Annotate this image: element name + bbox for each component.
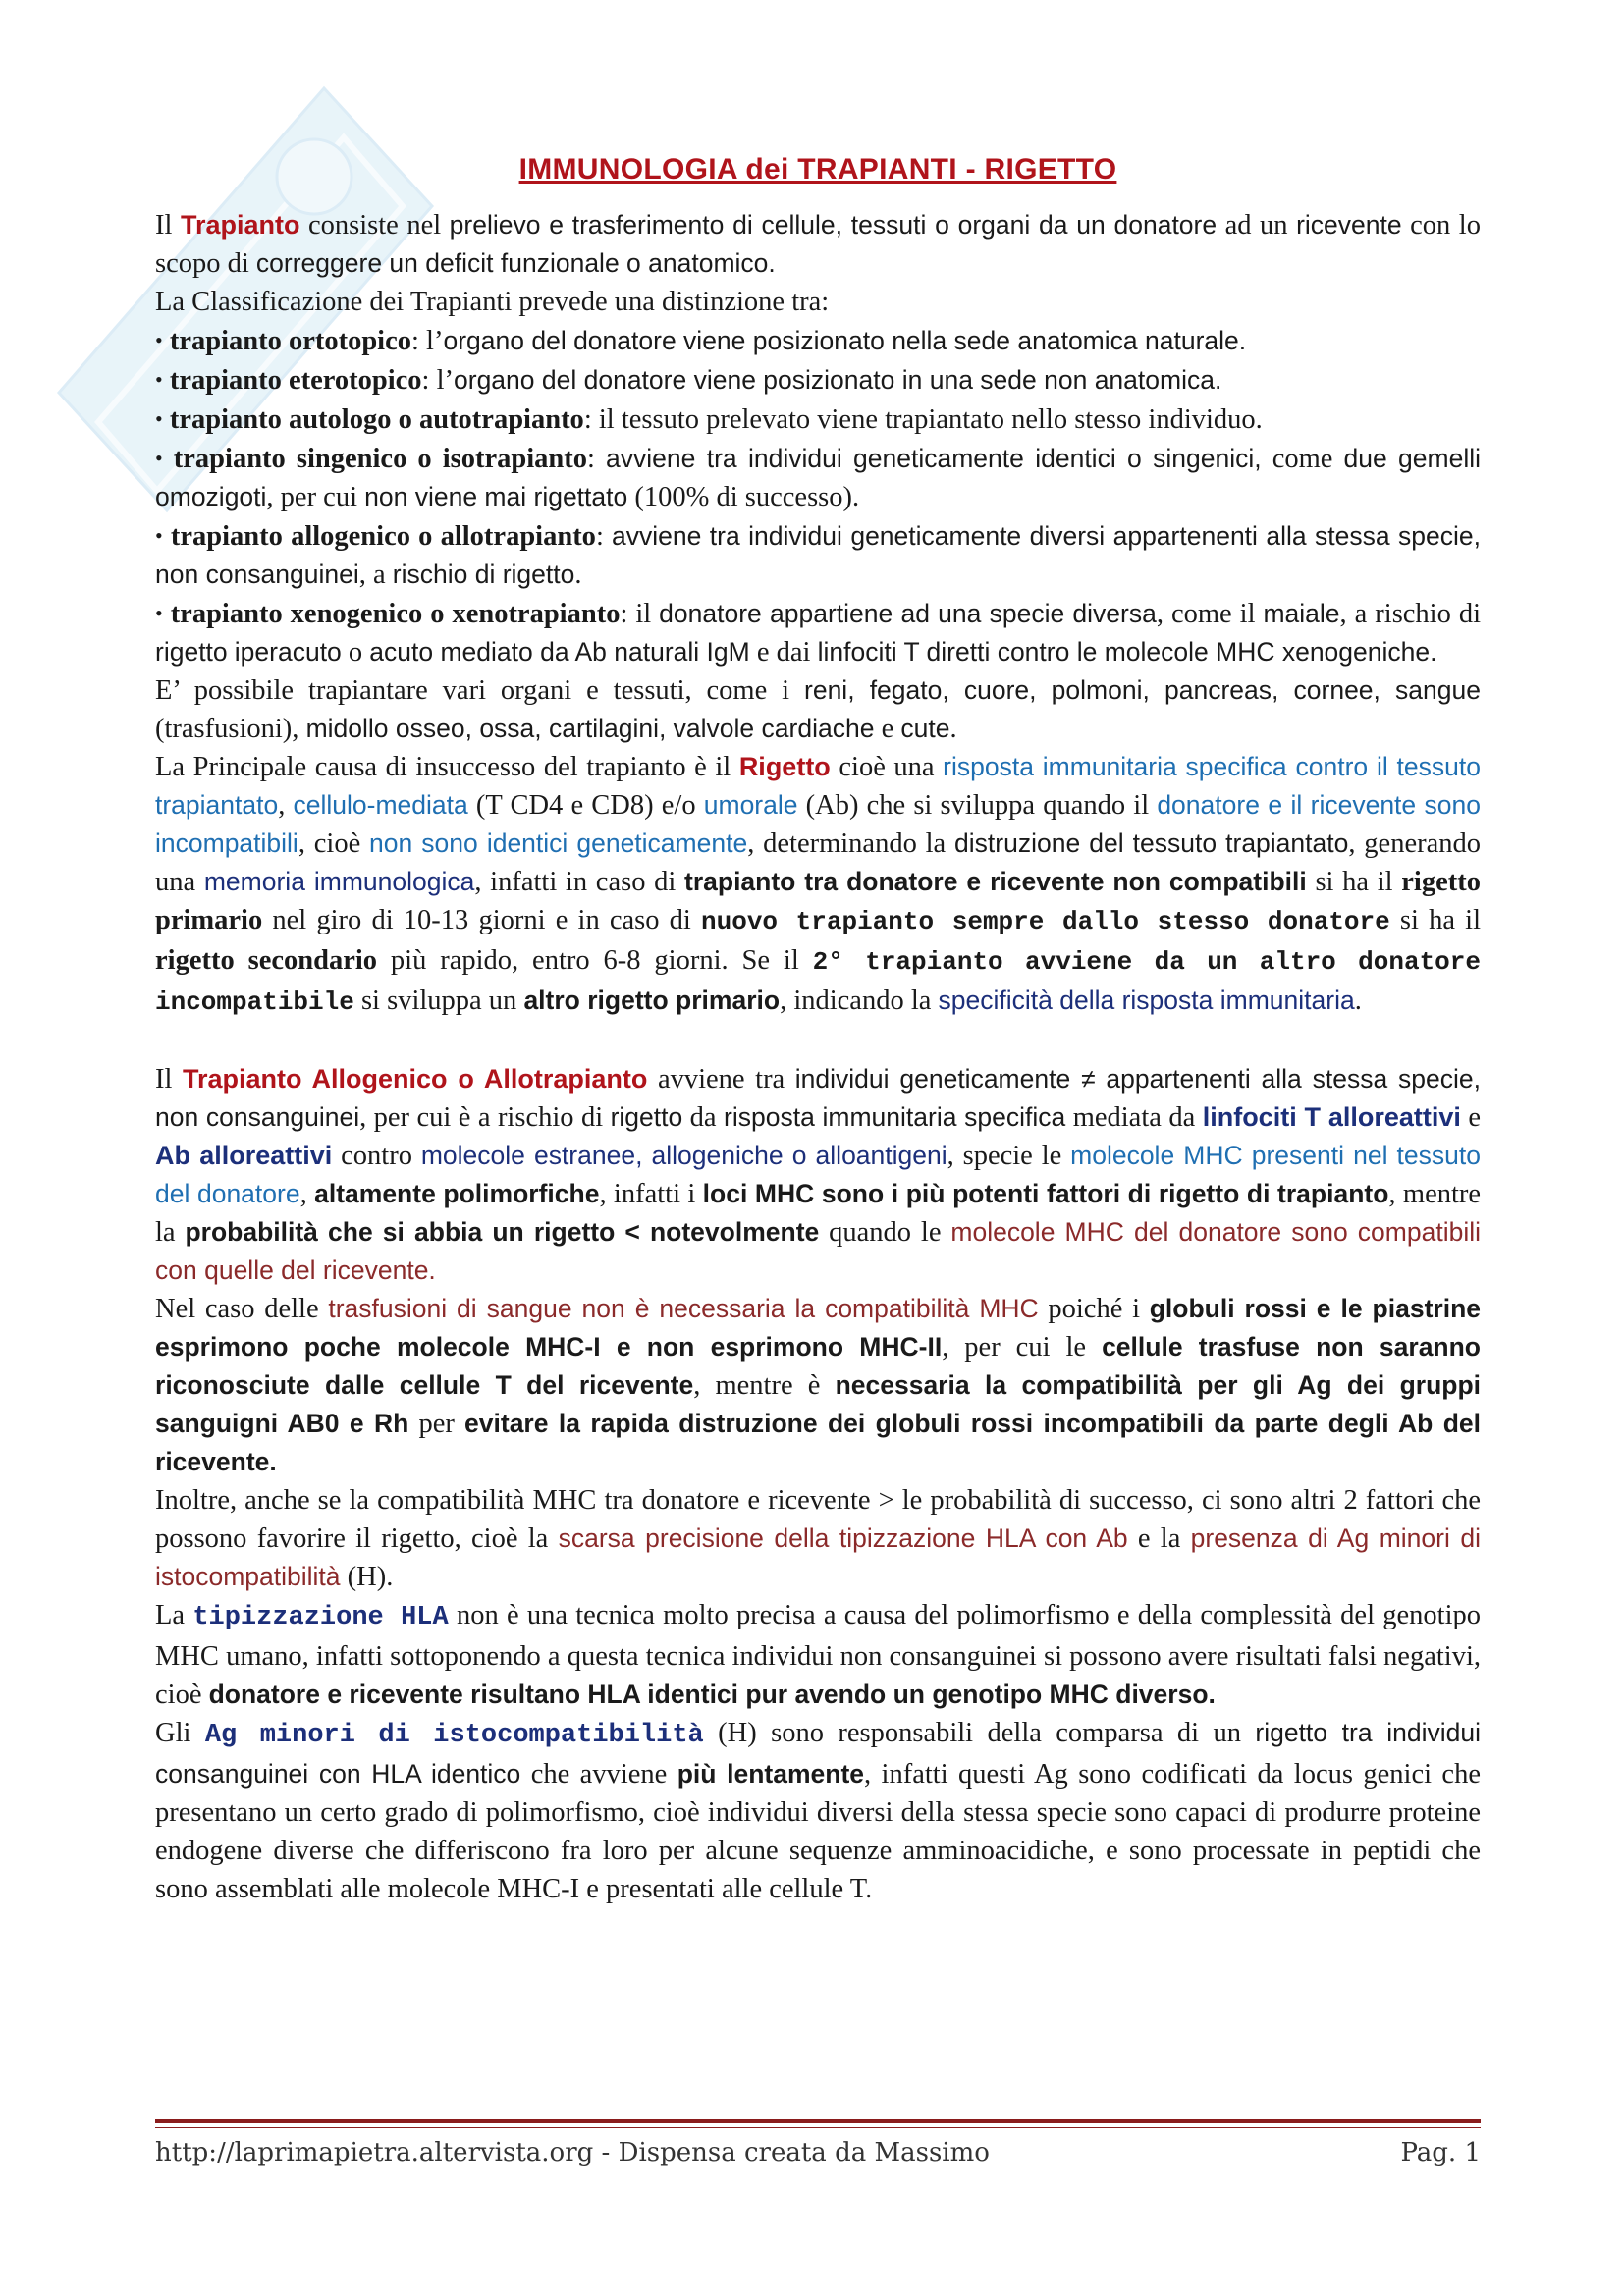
paragraph-ag-minori: Gli Ag minori di istocompatibilità (H) sono responsabili della comparsa di un rigetto tra individui consanguinei con HLA identico che avviene più lentamente, infatti questi Ag sono codificati da locus genici che presentano un certo grado di polimorfismo, cioè individui diversi della stessa specie sono capaci di produrre proteine endogene diverse che differiscono fra loro per alcune sequenze amminoacidiche, e sono processate in peptidi che sono assemblati alle molecole MHC-I e presentati alle cellule T. [155,1718,1481,1904]
footer-divider [155,2119,1481,2123]
paragraph-tipizzazione: La tipizzazione HLA non è una tecnica molto precisa a causa del polimorfismo e della complessità del genotipo MHC umano, infatti sottoponendo a questa tecnica individui non consanguinei si possono avere risultati falsi negativi, cioè donatore e ricevente risultano HLA identici pur avendo un genotipo MHC diverso. [155,1600,1481,1710]
paragraph-classification-intro: La Classificazione dei Trapianti prevede una distinzione tra: [155,287,830,317]
bullet-icon: • [155,446,163,470]
document-page [155,147,1481,1908]
paragraph-allotrapianto: Il Trapianto Allogenico o Allotrapianto avviene tra individui geneticamente ≠ appartenenti alla stessa specie, non consanguinei, per cui è a rischio di rigetto da risposta immunitaria specifica mediata da linfociti T alloreattivi e Ab alloreattivi contro molecole estranee, allogeniche o alloantigeni, specie le molecole MHC presenti nel tessuto del donatore, altamente polimorfiche, infatti i loci MHC sono i più potenti fattori di rigetto di trapianto, mentre la probabilità che si abbia un rigetto < notevolmente quando le molecole MHC del donatore sono compatibili con quelle del ricevente. [155,1064,1482,1285]
paragraph-gap [155,1022,1481,1060]
paragraph-trasfusioni: Nel caso delle trasfusioni di sangue non è necessaria la compatibilità MHC poiché i globuli rossi e le piastrine esprimono poche molecole MHC-I e non esprimono MHC-II, per cui le cellule trasfuse non saranno riconosciute dalle cellule T del ricevente, mentre è necessaria la compatibilità per gli Ag dei gruppi sanguigni AB0 e Rh per evitare la rapida distruzione dei globuli rossi incompatibili da parte degli Ab del ricevente. [155,1294,1482,1476]
page-number: Pag. 1 [1400,2138,1481,2167]
bullet-icon: • [155,601,163,625]
paragraph-trapianto-definition: Il Trapianto consiste nel prelievo e trasferimento di cellule, tessuti o organi da un donatore ad un ricevente con lo scopo di correggere un deficit funzionale o anatomico. [155,210,1481,279]
bullet-icon: • [155,523,163,548]
list-item-allogenico: • trapianto allogenico o allotrapianto: avviene tra individui geneticamente diversi appartenenti alla stessa specie, non consanguinei, a rischio di rigetto. [155,521,1481,590]
footer-source-link[interactable]: http://laprimapietra.altervista.org - Dispensa creata da Massimo [155,2138,990,2167]
list-item-autologo: • trapianto autologo o autotrapianto: il tessuto prelevato viene trapiantato nello stesso individuo. [155,404,1263,435]
page-title: IMMUNOLOGIA dei TRAPIANTI - RIGETTO [518,153,1117,186]
list-item-eterotopico: • trapianto eterotopico: l’organo del donatore viene posizionato in una sede non anatomica. [155,365,1222,396]
paragraph-organs: E’ possibile trapiantare vari organi e tessuti, come i reni, fegato, cuore, polmoni, pancreas, cornee, sangue (trasfusioni), midollo osseo, ossa, cartilagini, valvole cardiache e cute. [155,675,1481,744]
list-item-ortotopico: • trapianto ortotopico: l’organo del donatore viene posizionato nella sede anatomica naturale. [155,326,1247,356]
bullet-icon: • [155,406,163,431]
paragraph-rigetto: La Principale causa di insuccesso del trapianto è il Rigetto cioè una risposta immunitaria specifica contro il tessuto trapiantato, cellulo-mediata (T CD4 e CD8) e/o umorale (Ab) che si sviluppa quando il donatore e il ricevente sono incompatibili, cioè non sono identici geneticamente, determinando la distruzione del tessuto trapiantato, generando una memoria immunologica, infatti in caso di trapianto tra donatore e ricevente non compatibili si ha il rigetto primario nel giro di 10-13 giorni e in caso di nuovo trapianto sempre dallo stesso donatore si ha il rigetto secondario più rapido, entro 6-8 giorni. Se il 2° trapianto avviene da un altro donatore incompatibile si sviluppa un altro rigetto primario, indicando la specificità della risposta immunitaria. [155,752,1482,1017]
bullet-icon: • [155,328,163,352]
bullet-icon: • [155,367,163,392]
footer-divider-thin [155,2127,1481,2128]
page-footer [155,2138,1481,2167]
paragraph-fattori-rigetto: Inoltre, anche se la compatibilità MHC tra donatore e ricevente > le probabilità di successo, ci sono altri 2 fattori che possono favorire il rigetto, cioè la scarsa precisione della tipizzazione HLA con Ab e la presenza di Ag minori di istocompatibilità (H). [155,1485,1481,1592]
list-item-xenogenico: • trapianto xenogenico o xenotrapianto: il donatore appartiene ad una specie diversa, come il maiale, a rischio di rigetto iperacuto o acuto mediato da Ab naturali IgM e dai linfociti T diretti contro le molecole MHC xenogeniche. [155,599,1481,667]
list-item-singenico: • trapianto singenico o isotrapianto: avviene tra individui geneticamente identici o singenici, come due gemelli omozigoti, per cui non viene mai rigettato (100% di successo). [155,444,1481,512]
